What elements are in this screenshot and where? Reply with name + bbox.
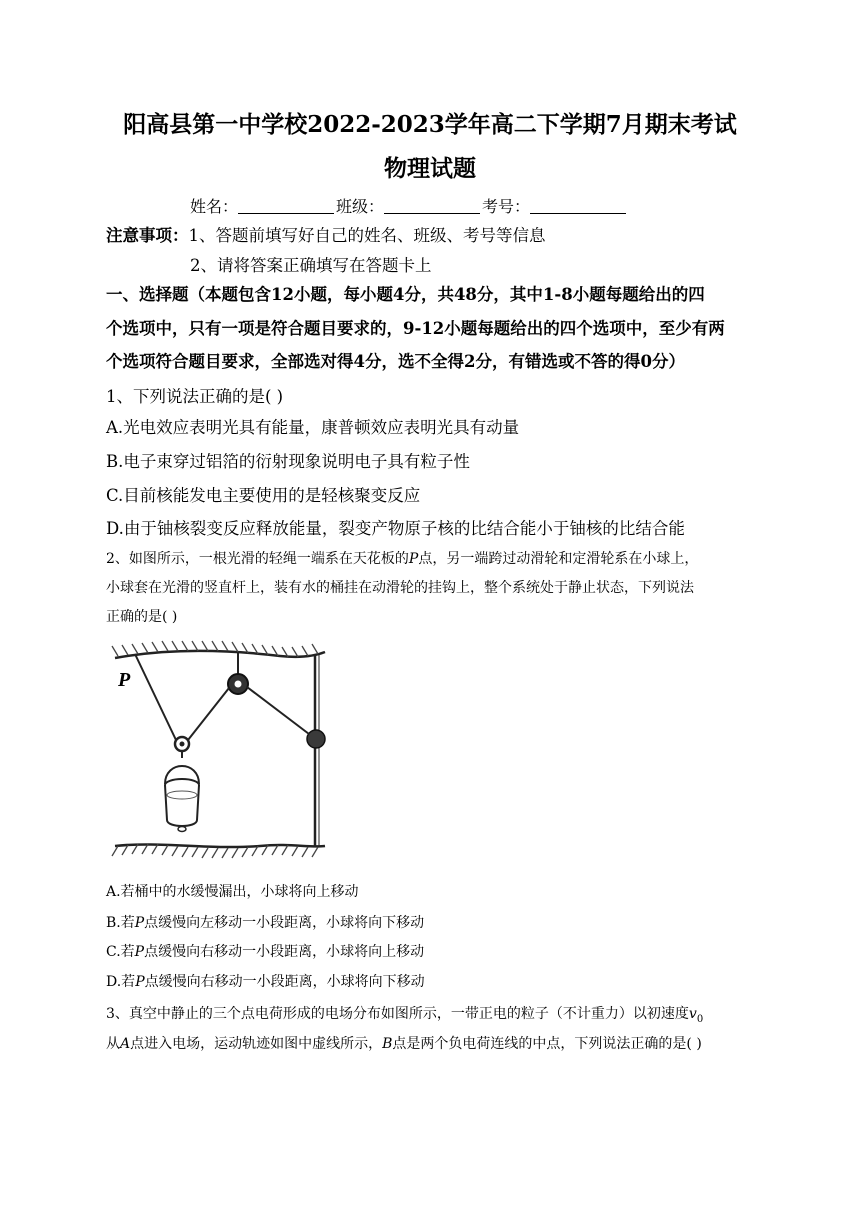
section-instructions: 个选项中，只有一项是符合题目要求的，9-12小题每题给出的四个选项中，至少有两 xyxy=(106,319,725,338)
id-blank[interactable] xyxy=(530,199,626,214)
question-2-option-c: C.若P点缓慢向右移动一小段距离，小球将向上移动 xyxy=(106,944,425,960)
velocity-symbol: v xyxy=(688,1006,697,1022)
question-2-stem: 正确的是( ) xyxy=(106,609,178,625)
id-label: 考号： xyxy=(482,197,531,216)
question-2-option-a: A.若桶中的水缓慢漏出，小球将向上移动 xyxy=(106,884,359,900)
question-2-option-b: B.若P点缓慢向左移动一小段距离，小球将向下移动 xyxy=(106,915,425,931)
pulley-figure xyxy=(110,636,335,866)
notice-label: 注意事项： xyxy=(106,226,189,245)
class-label: 班级： xyxy=(336,197,385,216)
question-3-stem: 从A点进入电场，运动轨迹如图中虚线所示，B点是两个负电荷连线的中点，下列说法正确的是( ) xyxy=(106,1036,702,1052)
exam-subtitle: 物理试题 xyxy=(384,155,476,182)
question-2-stem: 小球套在光滑的竖直杆上，装有水的桶挂在动滑轮的挂钩上，整个系统处于静止状态，下列说法 xyxy=(106,580,694,596)
point-a: A xyxy=(120,1036,131,1052)
notice-item: 2、请将答案正确填写在答题卡上 xyxy=(190,256,432,275)
student-info-fields xyxy=(190,194,628,217)
notice-item: 1、答题前填写好自己的姓名、班级、考号等信息 xyxy=(188,226,546,245)
section-instructions: 个选项符合题目要求，全部选对得4分，选不全得2分，有错选或不答的得0分） xyxy=(106,352,685,371)
point-b: B xyxy=(382,1036,393,1052)
figure-label-p: P xyxy=(118,669,131,691)
question-1-option-b: B.电子束穿过铝箔的衍射现象说明电子具有粒子性 xyxy=(106,452,470,471)
notice-line-1 xyxy=(106,222,546,246)
exam-title: 阳高县第一中学校2022-2023学年高二下学期7月期末考试 xyxy=(123,111,737,138)
point-p: P xyxy=(408,551,419,567)
question-1-option-c: C.目前核能发电主要使用的是轻核聚变反应 xyxy=(106,486,421,505)
class-blank[interactable] xyxy=(384,199,480,214)
question-2-option-d: D.若P点缓慢向右移动一小段距离，小球将向下移动 xyxy=(106,974,425,990)
question-1-option-d: D.由于铀核裂变反应释放能量，裂变产物原子核的比结合能小于铀核的比结合能 xyxy=(106,519,685,538)
question-1-stem: 1、下列说法正确的是( ) xyxy=(106,387,284,406)
section-instructions: 一、选择题（本题包含12小题，每小题4分，共48分，其中1-8小题每题给出的四 xyxy=(106,285,705,304)
question-3-stem: 3、真空中静止的三个点电荷形成的电场分布如图所示，一带正电的粒子（不计重力）以初速度$v_0$ xyxy=(106,1006,704,1025)
velocity-subscript: 0 xyxy=(696,1013,704,1025)
question-2-stem: 2、如图所示，一根光滑的轻绳一端系在天花板的P点，另一端跨过动滑轮和定滑轮系在小球上， xyxy=(106,551,699,567)
name-label: 姓名： xyxy=(190,197,239,216)
name-blank[interactable] xyxy=(238,199,334,214)
question-1-option-a: A.光电效应表明光具有能量，康普顿效应表明光具有动量 xyxy=(106,418,520,437)
